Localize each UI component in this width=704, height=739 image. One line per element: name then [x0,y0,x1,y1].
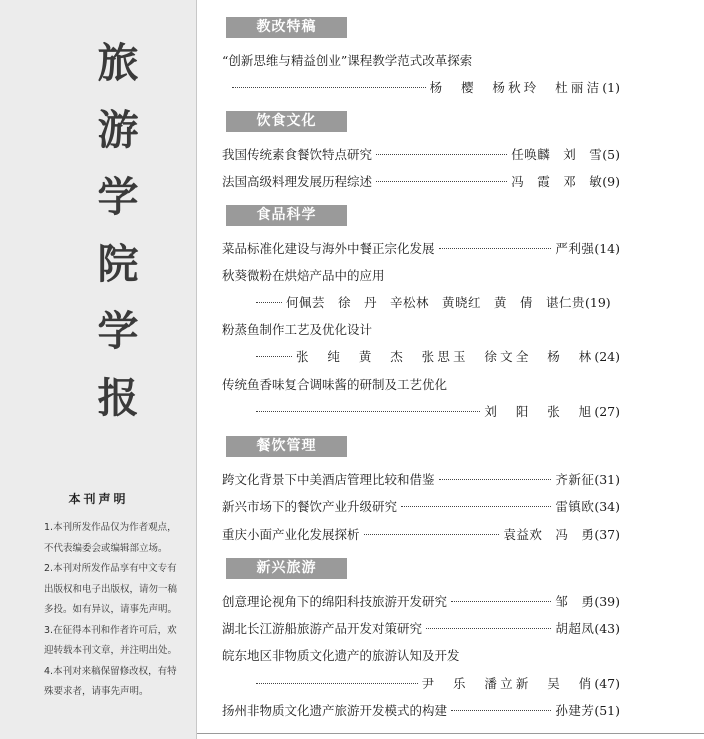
article-page: (37) [594,527,620,542]
article-authors: 杨 樱 杨秋玲 杜丽洁 [429,80,603,95]
article-authors: 齐新征 [555,472,595,487]
article-entry [256,349,620,365]
article-entry [222,703,620,719]
article-entry [222,527,620,543]
article-page: (1) [602,80,620,95]
bottom-rule [197,733,704,734]
section-header: 食品科学 [226,205,347,226]
leader-dots [439,479,552,480]
notice-line: 殊要求者，请事先声明。 [44,686,149,697]
article-page: (34) [594,499,620,514]
notice-line: 3.在征得本刊和作者许可后，欢 [44,624,177,636]
article-entry [222,241,620,257]
leader-dots [439,248,552,249]
article-title: 我国传统素食餐饮特点研究 [222,147,373,162]
article-authors: 刘 阳 张 旭 [484,404,595,419]
article-authors: 任唤麟 刘 雪 [511,147,603,162]
notice-line: 2.本刊对所发作品享有中文专有 [44,563,177,574]
article-title: 粉蒸鱼制作工艺及优化设计 [222,322,373,337]
leader-dots [451,601,551,602]
leader-dots [256,683,418,684]
article-page: (5) [602,147,620,162]
article-entry [222,499,620,515]
article-page: (19) [585,295,611,310]
notice-line: 出版权和电子出版权，请勿一稿 [44,583,178,595]
leader-dots [401,506,551,507]
article-title: 扬州非物质文化遗产旅游开发模式的构建 [222,703,448,718]
article-title: 跨文化背景下中美酒店管理比较和借鉴 [222,472,435,487]
article-entry [222,472,620,488]
article-page: (47) [594,676,620,691]
leader-dots [364,534,500,535]
notice-line: 多投。如有异议，请事先声明。 [44,604,178,615]
article-entry [222,621,620,637]
article-page: (51) [594,703,620,718]
article-page: (43) [594,621,620,636]
article-title: 新兴市场下的餐饮产业升级研究 [222,499,398,514]
article-authors: 何佩芸 徐 丹 辛松林 黄晓红 黄 倩 谌仁贵 [286,295,586,310]
leader-dots [256,356,292,357]
leader-dots [232,87,426,88]
leader-dots [256,411,480,412]
article-entry [256,295,620,311]
leader-dots [376,181,507,182]
leader-dots [451,710,551,711]
title-char: 游 [97,106,139,154]
article-entry [222,174,620,190]
article-entry [256,676,620,692]
article-page: (9) [602,174,620,189]
section-header: 教改特稿 [226,17,347,38]
section-header: 饮食文化 [226,111,347,132]
article-authors: 邹 勇 [555,594,595,609]
article-page: (24) [594,349,620,364]
title-char: 学 [97,173,139,221]
article-title: 法国高级料理发展历程综述 [222,174,373,189]
leader-dots [426,628,551,629]
article-page: (14) [594,241,620,256]
title-char: 院 [97,240,139,288]
article-page: (39) [594,594,620,609]
article-entry [256,404,620,420]
article-title: 菜品标准化建设与海外中餐正宗化发展 [222,241,435,256]
title-char: 学 [97,307,139,355]
article-title: 秋葵微粉在烘焙产品中的应用 [222,268,385,283]
notice-heading: 本刊声明 [68,492,129,506]
article-authors: 冯 霞 邓 敏 [511,174,603,189]
notice-line: 不代表编委会或编辑部立场。 [44,542,168,554]
title-char: 报 [97,374,139,422]
notice-line: 1.本刊所发作品仅为作者观点， [44,522,177,533]
notice-line: 4.本刊对来稿保留修改权，有特 [44,665,177,677]
notice-line: 迎转载本刊文章，并注明出处。 [44,645,178,656]
article-authors: 张 纯 黄 杰 张思玉 徐文全 杨 林 [296,349,595,364]
leader-dots [256,302,282,303]
article-title: 创意理论视角下的绵阳科技旅游开发研究 [222,594,448,609]
article-entry [232,80,620,96]
article-authors: 尹 乐 潘立新 吴 俏 [421,676,595,691]
section-header: 餐饮管理 [226,436,347,457]
article-title: 皖东地区非物质文化遗产的旅游认知及开发 [222,648,460,663]
article-authors: 雷镇欧 [555,499,595,514]
article-authors: 严利强 [555,241,595,256]
leader-dots [376,154,507,155]
article-entry [222,594,620,610]
article-title: 传统鱼香味复合调味酱的研制及工艺优化 [222,377,448,392]
article-title: 重庆小面产业化发展探析 [222,527,360,542]
article-authors: 袁益欢 冯 勇 [503,527,595,542]
article-entry [222,147,620,163]
article-title: “创新思维与精益创业”课程教学范式改革探索 [222,53,473,68]
title-char: 旅 [97,39,139,87]
article-title: 湖北长江游船旅游产品开发对策研究 [222,621,423,636]
article-authors: 胡超凤 [555,621,595,636]
article-page: (27) [594,404,620,419]
section-header: 新兴旅游 [226,558,347,579]
article-authors: 孙建芳 [555,703,595,718]
article-page: (31) [594,472,620,487]
